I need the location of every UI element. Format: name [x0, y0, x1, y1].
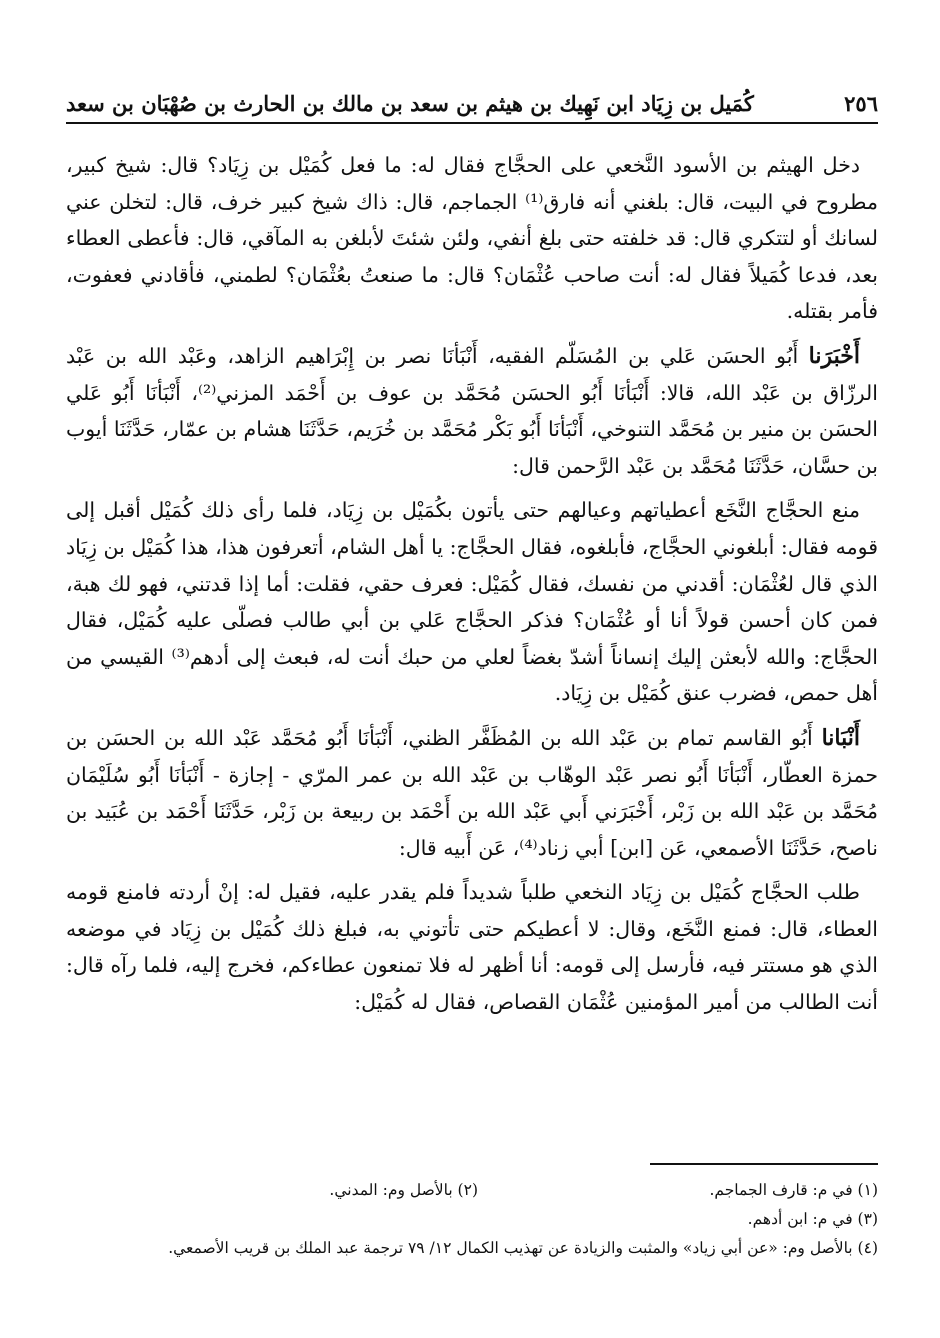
isnad-lead-word: أَنْبَانا: [821, 724, 860, 751]
running-title: كُمَيل بن زِيَاد ابن نَهِيك بن هيثم بن سعد بن مالك بن الحارث بن صُهْبَان بن سعد: [66, 91, 754, 116]
isnad-lead-word: أَخْبَرَنا: [808, 342, 860, 369]
footnotes: [66, 1176, 878, 1263]
paragraph-text: أَبُو القاسم تمام بن عَبْد الله بن المُظَفَّر الظني، أَنْبَأنَا أَبُو مُحَمَّد عَبْد الله بن الحسَن بن حمزة العطّار، أَنْبَأنَا أَبُو نصر عَبْد الوهّاب بن عَبْد الله بن عمر المرّي - إجازة - أَنْبَأنَا أَبُو سُلَيْمَان مُحَمَّد بن عَبْد الله بن زَبْر، أَخْبَرَني أَبي عَبْد الله بن أَحْمَد بن ربيعة بن زَبْر، حَدَّثَنَا أَحْمَد بن عُبَيد بن ناصح، حَدَّثَنَا الأصمعي، عَن [ابن] أبي زناد⁽⁴⁾، عَن أَبيه قال:: [66, 725, 878, 860]
paragraph-text: منع الحجَّاج النَّخَع أعطياتهم وعيالهم حتى يأتون بكُمَيْل بن زِيَاد، فلما رأى ذلك كُمَيْل أقبل إلى قومه فقال: أبلغوني الحجَّاج، فأبلغوه، فقال الحجَّاج: يا أهل الشام، أتعرفون هذا، هذا كُمَيْل بن زِيَاد الذي قال لعُثْمَان: أقدني من نفسك، فقال كُمَيْل: فعرف حقي، فقلت: أما إذا قدتني، فهو لك هبة، فمن كان أحسن قولاً أنا أو عُثْمَان؟ فذكر الحجَّاج عَلي بن أبي طالب فصلّى عليه كُمَيْل، فقال الحجَّاج: والله لأبعثن إليك إنساناً أشدّ بغضاً لعلي من حبك أنت له، فبعث إلى أدهم⁽³⁾ القيسي من أهل حمص، فضرب عنق كُمَيْل بن زِيَاد.: [66, 498, 878, 706]
main-text: [66, 147, 878, 1021]
paragraph-text: طلب الحجَّاج كُمَيْل بن زِيَاد النخعي طلباً شديداً فلم يقدر عليه، فقيل له: إنْ أردته فامنع قومه العطاء، قال: فمنع النَّخَع، وقال: لا أعطيكم حتى تأتوني به، فبلغ ذلك كُمَيْل بن زِيَاد في موضعه الذي هو مستتر فيه، فأرسل إلى قومه: أنا أظهر له فلا تمنعون عطاءكم، فخرج إليه، فلما رآه قال: أنت الطالب من أمير المؤمنين عُثْمَان القصاص، فقال له كُمَيْل:: [66, 880, 878, 1015]
paragraph-4: [66, 720, 878, 866]
footnote-2: (٢) بالأصل وم: المدني.: [329, 1181, 478, 1199]
paragraph-1: [66, 147, 878, 330]
footnote-rule: [650, 1163, 878, 1165]
footnote-3: (٣) في م: ابن أدهم.: [747, 1210, 878, 1228]
footnote-row: [66, 1234, 878, 1263]
footnote-1: (١) في م: قارف الجماجم.: [709, 1181, 878, 1199]
header-rule: [66, 122, 878, 124]
paragraph-2: [66, 338, 878, 484]
paragraph-5: [66, 874, 878, 1020]
paragraph-text: دخل الهيثم بن الأسود النَّخعي على الحجَّاج فقال له: ما فعل كُمَيْل بن زِيَاد؟ قال: شيخ كبير، مطروح في البيت، قال: بلغني أنه فارق⁽¹⁾ الجماجم، قال: ذاك شيخ كبير خرف، قال: لتخلن عني لسانك أو لتتكري قال: قد خلفته حتى بلغ أنفي، ولئن شئتَ لأبلغن به المآقي، قال: فأعطى العطاء بعد، فدعا كُمَيلاً فقال له: أنت صاحب عُثْمَان؟ قال: ما صنعتُ بعُثْمَان؟ لطمني، فأقادني فعفوت، فأمر بقتله.: [66, 153, 878, 324]
paragraph-text: أَبُو الحسَن عَلي بن المُسَلّم الفقيه، أَنْبَأنَا نصر بن إِبْرَاهيم الزاهد، وعَبْد الله بن عَبْد الرزّاق بن عَبْد الله، قالا: أَنْبَأنَا أَبُو الحسَن مُحَمَّد بن عوف بن أَحْمَد المزني⁽²⁾، أَنْبَأنَا أَبُو عَلي الحسَن بن منير بن مُحَمَّد التنوخي، أَنْبَأنَا أَبُو بَكْر مُحَمَّد بن خُرَيم، حَدَّثَنَا هشام بن عمّار، حَدَّثَنَا أيوب بن حسَّان، حَدَّثَنَا مُحَمَّد بن عَبْد الرَّحمن قال:: [66, 343, 878, 478]
page-header: [66, 78, 878, 118]
footnote-row: [66, 1176, 878, 1205]
footnote-row: [66, 1205, 878, 1234]
footnote-4: (٤) بالأصل وم: «عن أبي زياد» والمثبت والزيادة عن تهذيب الكمال ١٢/ ٧٩ ترجمة عبد الملك بن قريب الأصمعي.: [168, 1239, 878, 1257]
page-number: ٢٥٦: [844, 91, 878, 116]
paragraph-3: [66, 492, 878, 712]
